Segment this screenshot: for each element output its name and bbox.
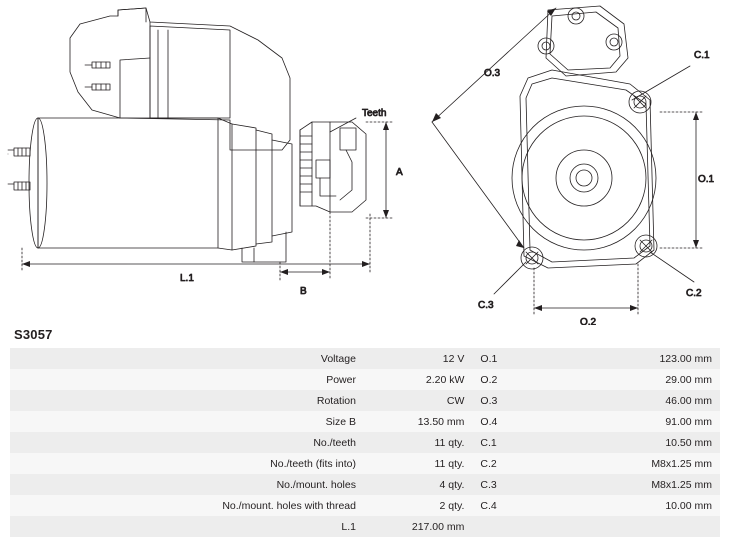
teeth-label: Teeth	[362, 108, 387, 119]
spec-code: O.3	[472, 390, 550, 411]
spec-value: 11 qty.	[364, 432, 472, 453]
callout-c3-label: C.3	[478, 300, 494, 311]
spec-value: 12 V	[364, 348, 472, 369]
spec-label: Power	[10, 369, 364, 390]
specifications-table	[10, 348, 720, 537]
spec-code: O.2	[472, 369, 550, 390]
table-row	[10, 369, 720, 390]
spec-value: 2.20 kW	[364, 369, 472, 390]
table-row	[10, 390, 720, 411]
spec-code-value: M8x1.25 mm	[550, 474, 720, 495]
spec-code: C.2	[472, 453, 550, 474]
spec-value: 4 qty.	[364, 474, 472, 495]
table-row	[10, 516, 720, 537]
part-number: S3057	[14, 327, 53, 342]
spec-label: L.1	[10, 516, 364, 537]
dim-o1-label: O.1	[698, 174, 715, 185]
spec-value: CW	[364, 390, 472, 411]
table-row	[10, 474, 720, 495]
table-row	[10, 411, 720, 432]
table-row	[10, 495, 720, 516]
callout-c1-label: C.1	[694, 50, 710, 61]
spec-code-value: 10.50 mm	[550, 432, 720, 453]
spec-label: No./mount. holes	[10, 474, 364, 495]
spec-code-value: 29.00 mm	[550, 369, 720, 390]
dim-b-label: B	[300, 286, 307, 297]
spec-code-value: 123.00 mm	[550, 348, 720, 369]
table-row	[10, 348, 720, 369]
spec-value: 13.50 mm	[364, 411, 472, 432]
dim-o2-label: O.2	[580, 317, 597, 325]
spec-code: O.1	[472, 348, 550, 369]
spec-code	[472, 516, 550, 537]
spec-code: O.4	[472, 411, 550, 432]
spec-code-value: 91.00 mm	[550, 411, 720, 432]
spec-value: 2 qty.	[364, 495, 472, 516]
spec-label: No./mount. holes with thread	[10, 495, 364, 516]
table-row	[10, 453, 720, 474]
spec-label: Rotation	[10, 390, 364, 411]
spec-value: 11 qty.	[364, 453, 472, 474]
spec-code-value: 46.00 mm	[550, 390, 720, 411]
spec-label: Size B	[10, 411, 364, 432]
spec-label: No./teeth (fits into)	[10, 453, 364, 474]
dim-a-label: A	[396, 167, 403, 178]
spec-code-value: 10.00 mm	[550, 495, 720, 516]
spec-code: C.1	[472, 432, 550, 453]
spec-code-value: M8x1.25 mm	[550, 453, 720, 474]
spec-label: No./teeth	[10, 432, 364, 453]
spec-code-value	[550, 516, 720, 537]
dim-o3-label: O.3	[484, 68, 501, 79]
spec-code: C.3	[472, 474, 550, 495]
spec-value: 217.00 mm	[364, 516, 472, 537]
table-row	[10, 432, 720, 453]
spec-label: Voltage	[10, 348, 364, 369]
dim-l1-label: L.1	[180, 273, 194, 284]
spec-code: C.4	[472, 495, 550, 516]
callout-c2-label: C.2	[686, 288, 702, 299]
